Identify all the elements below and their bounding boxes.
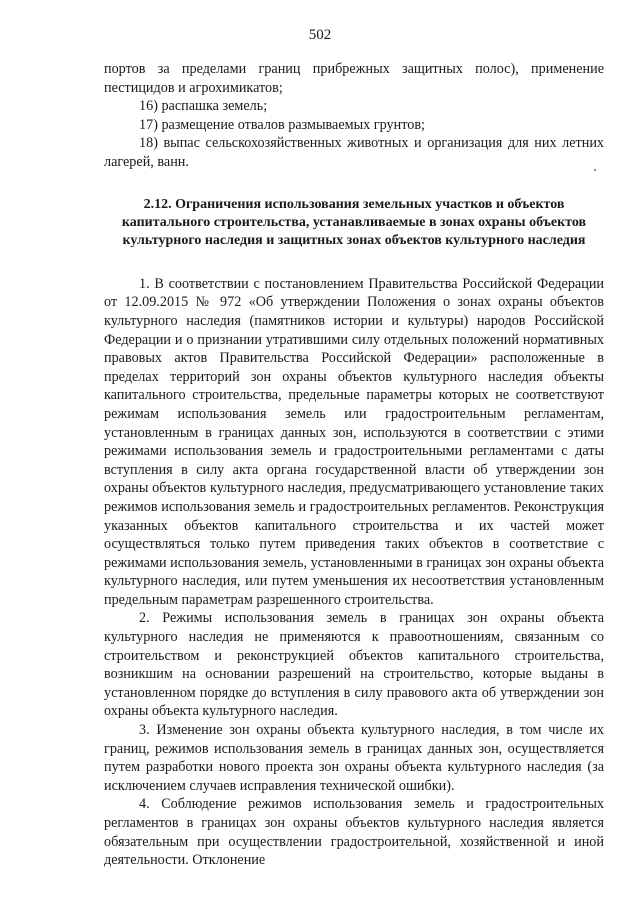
list-item-17: 17) размещение отвалов размываемых грунтов; [139, 116, 425, 133]
paragraph-4: 4. Соблюдение режимов использования земель и градостроительных регламентов в границах зон охраны объектов культурного наследия является обязательным при осуществлении градостроительной, хозяйственной и иной деятельности. Отклонение [104, 796, 604, 869]
document-body [104, 60, 604, 870]
scan-speck [594, 169, 596, 171]
section-heading: 2.12. Ограничения использования земельных участков и объектов капитального строительства, устанавливаемые в зонах охраны объектов культурного наследия и защитных зонах объектов культурного наследия [121, 196, 587, 249]
paragraph-3: 3. Изменение зон охраны объекта культурного наследия, в том числе их границ, режимов использования земель в границах данных зон, осуществляется путем разработки нового проекта зон охраны объекта культурного наследия (за исключением случаев исправления технической ошибки). [104, 722, 604, 794]
page-number: 502 [308, 27, 332, 43]
list-item-16: 16) распашка земель; [139, 98, 268, 115]
paragraph-continuation: портов за пределами границ прибрежных защитных полос), применение пестицидов и агрохимикатов; [104, 61, 604, 96]
paragraph-1: 1. В соответствии с постановлением Правительства Российской Федерации от 12.09.2015 № 972 «Об утверждении Положения о зонах охраны объектов культурного наследия (памятников истории и культуры) народов Российской Федерации и о признании утратившими силу отдельных положений нормативных правовых актов Правительства Российской Федерации» расположенные в пределах территорий зон охраны объектов культурного наследия объекты капитального строительства, предельные параметры которых не соответствуют режимам использования земель или градостроительным регламентам, установленным в границах данных зон, используются в соответствии с этими режимами использования земель и градостроительными регламентами с даты вступления в силу акта органа государственной власти об утверждении зон охраны объектов культурного наследия, предусматривающего установление таких режимов использования земель и градостроительных регламентов. Реконструкция указанных объектов капитального строительства и их частей может осуществляться только путем приведения таких объектов в соответствие с режимами использования земель, установленными в границах зон охраны объекта культурного наследия, или путем уменьшения их несоответствия установленным предельным параметрам разрешенного строительства. [104, 275, 604, 608]
list-item-18: 18) выпас сельскохозяйственных животных и организация для них летних лагерей, ванн. [104, 135, 604, 170]
paragraph-2: 2. Режимы использования земель в границах зон охраны объекта культурного наследия не применяются к правоотношениям, связанным со строительством и реконструкцией объектов капитального строительства, возникшим на основании разрешений на строительство, которые выданы в установленном порядке до вступления в силу правового акта об утверждении зон охраны объекта культурного наследия. [104, 610, 604, 720]
